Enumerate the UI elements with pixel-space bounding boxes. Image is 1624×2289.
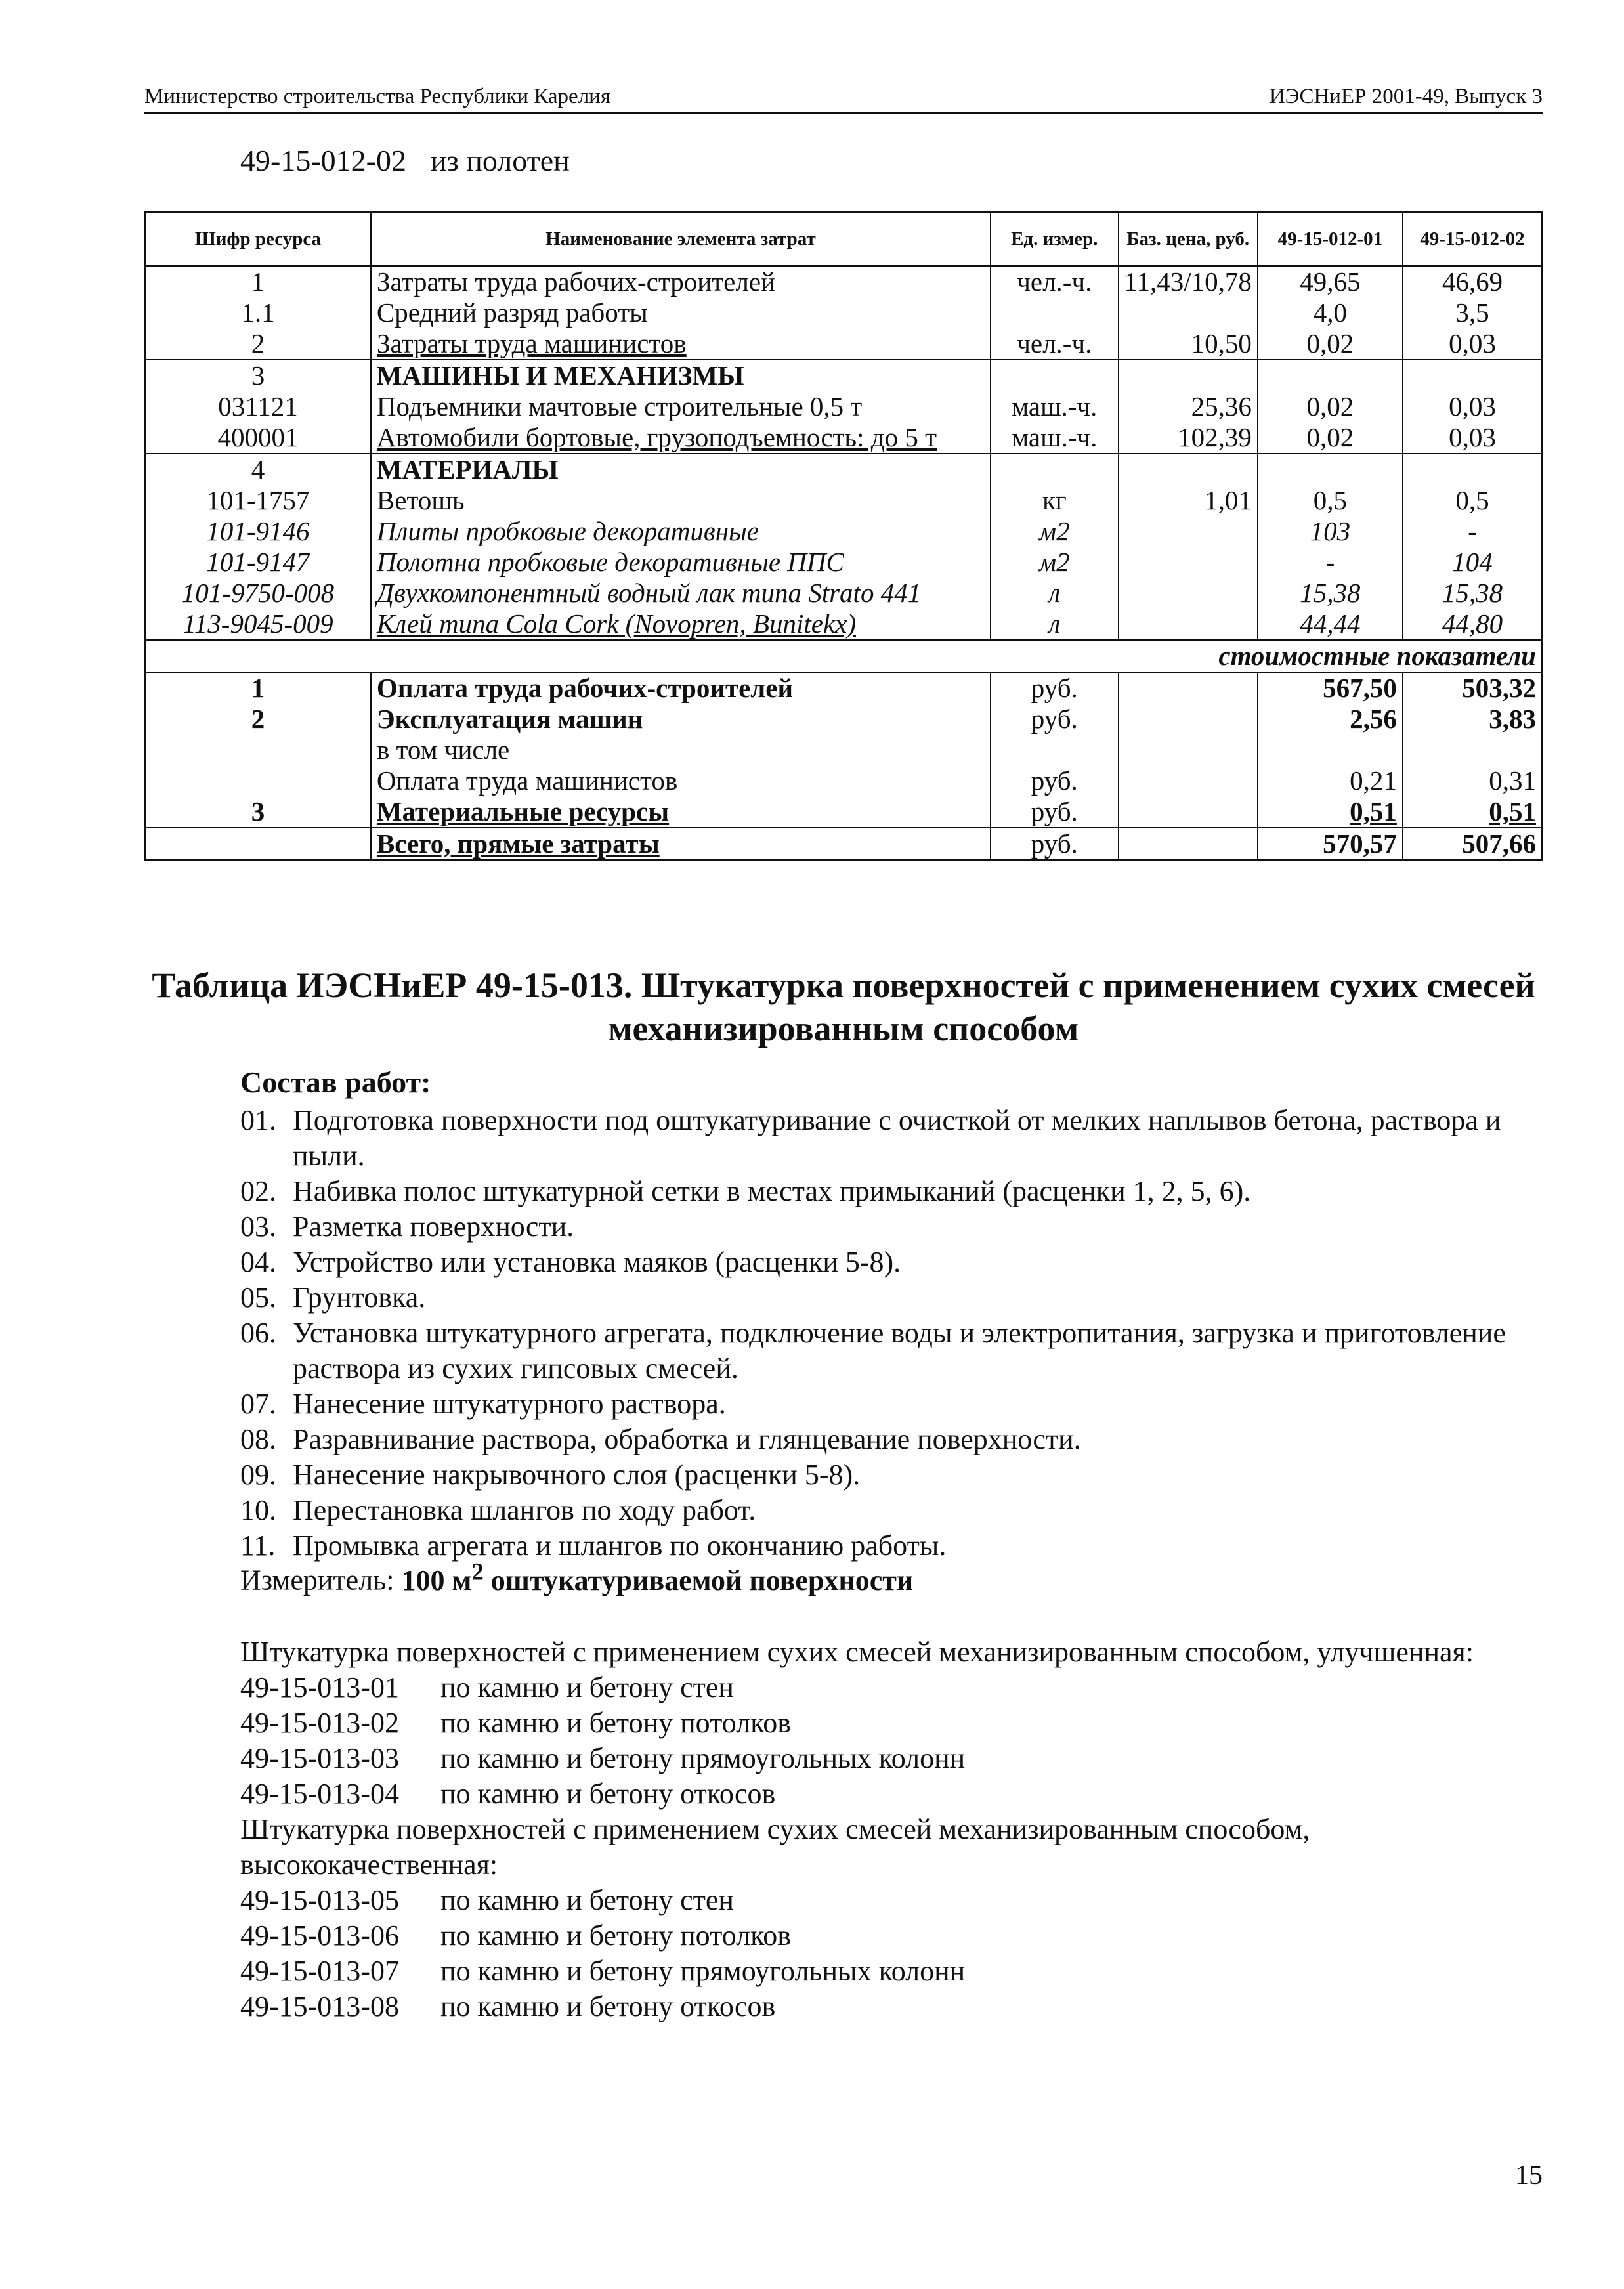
rate-code: 49-15-013-02 [240, 1707, 399, 1739]
cell-code: 101-9750-008 [145, 578, 371, 609]
cell-v2 [1403, 454, 1542, 485]
cell-code: 101-1757 [145, 485, 371, 516]
cell-v1: 103 [1258, 516, 1403, 547]
cell-name: Ветошь [371, 485, 991, 516]
rate-text: по камню и бетону откосов [440, 1778, 776, 1810]
measure-line [240, 1557, 913, 1597]
rate-code: 49-15-013-03 [240, 1742, 399, 1774]
cell-v1: - [1258, 547, 1403, 578]
running-header [144, 79, 1543, 114]
section-title: Таблица ИЭСНиЕР 49-15-013. Штукатурка поверхностей с применением сухих смесей механизированным способом [152, 966, 1535, 1048]
cell-v1: 570,57 [1258, 828, 1403, 860]
table-row [145, 765, 1542, 796]
cell-v2: 0,5 [1403, 485, 1542, 516]
table-row [145, 609, 1542, 640]
cost-header-row [145, 640, 1542, 672]
list-item [240, 1457, 1520, 1493]
cell-price [1119, 297, 1258, 328]
cell-name: Затраты труда машинистов [371, 328, 991, 360]
cell-name: Двухкомпонентный водный лак типа Strato 441 [371, 578, 991, 609]
group2-title: Штукатурка поверхностей с применением сухих смесей механизированным способом, высококачественная: [240, 1813, 1310, 1881]
list-item [240, 1316, 1520, 1386]
cell-unit: руб. [991, 796, 1118, 828]
cell-v1: 2,56 [1258, 704, 1403, 735]
work-text: Установка штукатурного агрегата, подключение воды и электропитания, загрузка и приготовление раствора из сухих гипсовых смесей. [293, 1317, 1506, 1384]
work-number: 05. [240, 1281, 276, 1314]
cost-header: стоимостные показатели [145, 640, 1542, 672]
cell-name: Автомобили бортовые, грузоподъемность: до 5 т [371, 422, 991, 454]
cell-unit: м2 [991, 547, 1118, 578]
cell-name: Полотна пробковые декоративные ППС [371, 547, 991, 578]
rate-text: по камню и бетону прямоугольных колонн [440, 1742, 966, 1774]
work-number: 10. [240, 1494, 276, 1526]
table-subtitle [240, 143, 570, 178]
work-number: 11. [240, 1530, 276, 1562]
cell-v1: 15,38 [1258, 578, 1403, 609]
cell-code: 4 [145, 454, 371, 485]
total-row [145, 828, 1542, 860]
cell-v1 [1258, 735, 1403, 765]
work-text: Устройство или установка маяков (расценки 5-8). [293, 1246, 901, 1278]
cell-v2: 104 [1403, 547, 1542, 578]
rate-code: 49-15-013-06 [240, 1919, 399, 1952]
cell-name: Эксплуатация машин [371, 704, 991, 735]
cell-v2: 46,69 [1403, 266, 1542, 297]
list-item [240, 1209, 1520, 1245]
cell-name: Средний разряд работы [371, 297, 991, 328]
cell-code: 400001 [145, 422, 371, 454]
cell-unit: м2 [991, 516, 1118, 547]
cell-name: Оплата труда рабочих-строителей [371, 672, 991, 704]
table-row [145, 360, 1542, 391]
cell-code: 2 [145, 328, 371, 360]
cell-name: Оплата труда машинистов [371, 765, 991, 796]
cell-v2: 0,51 [1403, 796, 1542, 828]
cell-price: 1,01 [1119, 485, 1258, 516]
work-number: 01. [240, 1104, 276, 1136]
cell-v2: 0,03 [1403, 328, 1542, 360]
cell-price [1119, 547, 1258, 578]
cell-v2: 0,31 [1403, 765, 1542, 796]
cell-unit [991, 297, 1118, 328]
cell-code: 031121 [145, 391, 371, 422]
header-ministry: Министерство строительства Республики Карелия [144, 85, 611, 108]
table-row [145, 735, 1542, 765]
table-header-row [145, 212, 1542, 266]
cell-name: Материальные ресурсы [371, 796, 991, 828]
table-row [145, 391, 1542, 422]
cell-name: МАШИНЫ И МЕХАНИЗМЫ [371, 360, 991, 391]
cell-unit: маш.-ч. [991, 391, 1118, 422]
cell-v2: 0,03 [1403, 422, 1542, 454]
cell-v2: 507,66 [1403, 828, 1542, 860]
cell-price [1119, 578, 1258, 609]
cell-v2: 15,38 [1403, 578, 1542, 609]
cell-code [145, 765, 371, 796]
cell-code: 1 [145, 672, 371, 704]
list-item [240, 1280, 1520, 1316]
work-text: Перестановка шлангов по ходу работ. [293, 1494, 756, 1526]
subtitle-text: из полотен [431, 144, 570, 177]
cell-unit: чел.-ч. [991, 266, 1118, 297]
cell-unit: руб. [991, 704, 1118, 735]
cell-price [1119, 609, 1258, 640]
table-row [145, 266, 1542, 297]
cell-price [1119, 360, 1258, 391]
list-item [240, 1918, 1527, 1954]
cell-name: Плиты пробковые декоративные [371, 516, 991, 547]
cell-price [1119, 516, 1258, 547]
table-body [145, 266, 1542, 860]
cell-price: 10,50 [1119, 328, 1258, 360]
col-header-v2: 49-15-012-02 [1403, 212, 1542, 266]
list-item [240, 1883, 1527, 1918]
rates-list [240, 1635, 1527, 2024]
table-row [145, 796, 1542, 828]
table-row [145, 454, 1542, 485]
cell-v2: 503,32 [1403, 672, 1542, 704]
cell-unit: л [991, 578, 1118, 609]
cell-price: 11,43/10,78 [1119, 266, 1258, 297]
measure-unit: 100 м [401, 1564, 472, 1596]
table-row [145, 672, 1542, 704]
work-text: Промывка агрегата и шлангов по окончанию работы. [293, 1530, 947, 1562]
cell-price [1119, 454, 1258, 485]
cell-code: 101-9146 [145, 516, 371, 547]
work-text: Набивка полос штукатурной сетки в местах примыканий (расценки 1, 2, 5, 6). [293, 1175, 1251, 1207]
work-number: 09. [240, 1459, 276, 1491]
cell-name: Всего, прямые затраты [371, 828, 991, 860]
measure-sup: 2 [471, 1558, 484, 1585]
work-number: 07. [240, 1388, 276, 1420]
work-text: Нанесение накрывочного слоя (расценки 5-8). [293, 1459, 861, 1491]
cell-v1: 0,21 [1258, 765, 1403, 796]
col-header-v1: 49-15-012-01 [1258, 212, 1403, 266]
rate-text: по камню и бетону потолков [440, 1919, 792, 1952]
cell-code: 101-9147 [145, 547, 371, 578]
measure-value [401, 1558, 914, 1596]
cell-v2: 44,80 [1403, 609, 1542, 640]
cell-unit: л [991, 609, 1118, 640]
rate-text: по камню и бетону стен [440, 1671, 734, 1703]
cell-price [1119, 765, 1258, 796]
rate-code: 49-15-013-05 [240, 1884, 399, 1916]
table-row [145, 547, 1542, 578]
table-row [145, 297, 1542, 328]
list-item [240, 1245, 1520, 1280]
list-item [240, 1954, 1527, 1989]
cell-v1: 0,02 [1258, 328, 1403, 360]
work-number: 02. [240, 1175, 276, 1207]
list-item [240, 1670, 1527, 1705]
table-row [145, 578, 1542, 609]
cell-v1 [1258, 360, 1403, 391]
cell-v1: 44,44 [1258, 609, 1403, 640]
cell-v1: 0,02 [1258, 422, 1403, 454]
rate-code: 49-15-013-01 [240, 1671, 399, 1703]
cell-price [1119, 828, 1258, 860]
work-text: Грунтовка. [293, 1281, 426, 1314]
measure-label: Измеритель: [240, 1564, 395, 1596]
work-text: Подготовка поверхности под оштукатуривание с очисткой от мелких наплывов бетона, раствора и пыли. [293, 1104, 1501, 1172]
cell-v1: 0,51 [1258, 796, 1403, 828]
cell-unit [991, 735, 1118, 765]
work-number: 04. [240, 1246, 276, 1278]
header-document-id: ИЭСНиЕР 2001-49, Выпуск 3 [1269, 85, 1543, 108]
cell-code: 2 [145, 704, 371, 735]
cell-name: Подъемники мачтовые строительные 0,5 т [371, 391, 991, 422]
cell-v1 [1258, 454, 1403, 485]
list-item [240, 1422, 1520, 1457]
cell-code: 1 [145, 266, 371, 297]
cell-price: 25,36 [1119, 391, 1258, 422]
cell-code: 113-9045-009 [145, 609, 371, 640]
cell-name: МАТЕРИАЛЫ [371, 454, 991, 485]
col-header-unit: Ед. измер. [991, 212, 1118, 266]
table-row [145, 422, 1542, 454]
list-item [240, 1493, 1520, 1528]
cell-unit [991, 360, 1118, 391]
page-number: 15 [1515, 2160, 1543, 2191]
measure-rest: оштукатуриваемой поверхности [483, 1564, 914, 1596]
cell-v2 [1403, 735, 1542, 765]
list-item [240, 1174, 1520, 1209]
cell-code: 3 [145, 360, 371, 391]
cell-v1: 0,5 [1258, 485, 1403, 516]
cell-unit: руб. [991, 672, 1118, 704]
composition-label: Состав работ: [240, 1065, 431, 1099]
rate-text: по камню и бетону стен [440, 1884, 734, 1916]
cell-unit [991, 454, 1118, 485]
cell-unit: руб. [991, 828, 1118, 860]
rate-code: 49-15-013-07 [240, 1955, 399, 1987]
cell-v1: 4,0 [1258, 297, 1403, 328]
cell-price: 102,39 [1119, 422, 1258, 454]
rate-code: 49-15-013-04 [240, 1778, 399, 1810]
list-item [240, 1776, 1527, 1812]
work-number: 06. [240, 1317, 276, 1349]
list-item [240, 1989, 1527, 2024]
rate-text: по камню и бетону прямоугольных колонн [440, 1955, 966, 1987]
cell-v2: 0,03 [1403, 391, 1542, 422]
work-number: 08. [240, 1423, 276, 1455]
cell-v1: 49,65 [1258, 266, 1403, 297]
cell-code: 3 [145, 796, 371, 828]
cell-name: в том числе [371, 735, 991, 765]
cell-v2: 3,83 [1403, 704, 1542, 735]
cell-unit: кг [991, 485, 1118, 516]
work-text: Нанесение штукатурного раствора. [293, 1388, 726, 1420]
rate-code: 49-15-013-08 [240, 1990, 399, 2022]
cell-name: Затраты труда рабочих-строителей [371, 266, 991, 297]
col-header-code: Шифр ресурса [145, 212, 371, 266]
cell-v1: 567,50 [1258, 672, 1403, 704]
table-row [145, 516, 1542, 547]
cell-v1: 0,02 [1258, 391, 1403, 422]
cell-unit: чел.-ч. [991, 328, 1118, 360]
col-header-name: Наименование элемента затрат [371, 212, 991, 266]
rate-text: по камню и бетону откосов [440, 1990, 776, 2022]
work-text: Разравнивание раствора, обработка и глянцевание поверхности. [293, 1423, 1081, 1455]
cell-code [145, 828, 371, 860]
cell-price [1119, 796, 1258, 828]
group1-title: Штукатурка поверхностей с применением сухих смесей механизированным способом, улучшенная: [240, 1636, 1474, 1668]
rate-text: по камню и бетону потолков [440, 1707, 792, 1739]
works-list [240, 1103, 1520, 1564]
cell-unit: руб. [991, 765, 1118, 796]
cell-price [1119, 672, 1258, 704]
resource-table [144, 211, 1543, 861]
cell-code [145, 735, 371, 765]
cell-v2: - [1403, 516, 1542, 547]
list-item [240, 1103, 1520, 1174]
cell-v2: 3,5 [1403, 297, 1542, 328]
list-item [240, 1741, 1527, 1776]
cell-code: 1.1 [145, 297, 371, 328]
cell-price [1119, 735, 1258, 765]
cell-v2 [1403, 360, 1542, 391]
cell-price [1119, 704, 1258, 735]
subtitle-code: 49-15-012-02 [240, 144, 406, 177]
list-item [240, 1705, 1527, 1741]
work-number: 03. [240, 1210, 276, 1243]
table-row [145, 704, 1542, 735]
table-row [145, 485, 1542, 516]
col-header-price: Баз. цена, руб. [1119, 212, 1258, 266]
work-text: Разметка поверхности. [293, 1210, 574, 1243]
cell-unit: маш.-ч. [991, 422, 1118, 454]
table-row [145, 328, 1542, 360]
cell-name: Клей типа Cola Cork (Novopren, Bunitekx) [371, 609, 991, 640]
list-item [240, 1386, 1520, 1422]
